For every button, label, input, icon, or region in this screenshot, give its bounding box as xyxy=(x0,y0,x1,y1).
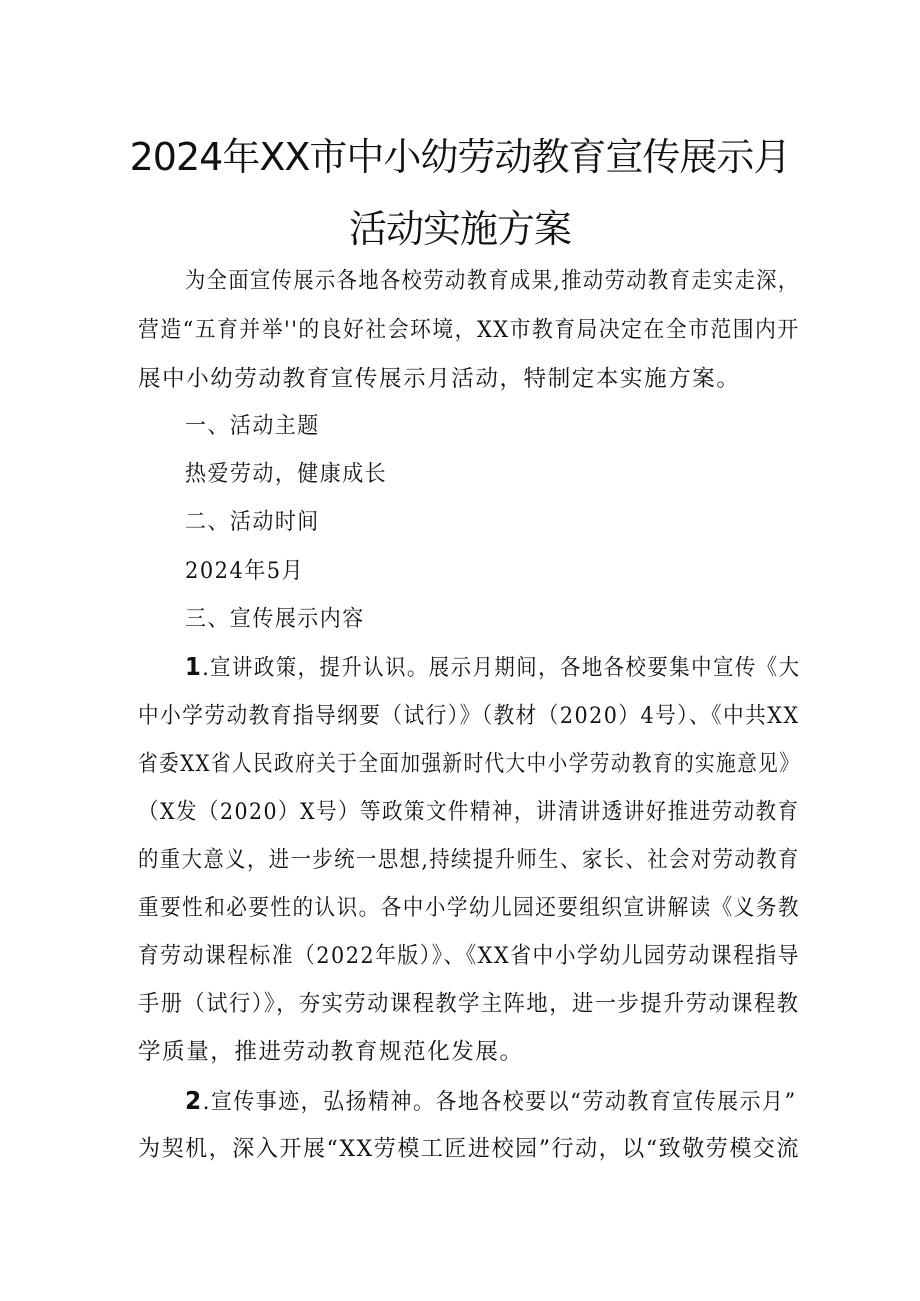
intro-paragraph-line: 展中小幼劳动教育宣传展示月活动，特制定本实施方案。 xyxy=(138,366,741,392)
item-1-first-line xyxy=(185,652,801,683)
item-1-line: 重要性和必要性的认识。各中小学幼儿园还要组织宣讲解读《义务教 xyxy=(138,895,800,921)
item-1-number: 1 xyxy=(185,652,203,681)
section-1-heading: 一、活动主题 xyxy=(185,413,320,439)
section-2-text: 2024年5月 xyxy=(185,558,305,584)
item-2-first-line-text: .宣传事迹，弘扬精神。各地各校要以“劳动教育宣传展示月” xyxy=(202,1089,797,1115)
document-title-line-2: 活动实施方案 xyxy=(348,207,571,251)
section-3-heading: 三、宣传展示内容 xyxy=(185,606,365,632)
section-2-heading: 二、活动时间 xyxy=(185,509,320,535)
item-1-line: 学质量，推进劳动教育规范化发展。 xyxy=(138,1039,524,1065)
document-title-line-1: 2024年XX市中小幼劳动教育宣传展示月 xyxy=(129,135,791,179)
item-2-number: 2 xyxy=(185,1086,203,1115)
intro-paragraph-line: 营造“五育并举''的良好社会环境，XX市教育局决定在全市范围内开 xyxy=(138,317,800,343)
item-1-line: （X发（2020）X号）等政策文件精神，讲清讲透讲好推进劳动教育 xyxy=(138,799,800,825)
item-2-first-line xyxy=(185,1086,800,1117)
item-1-line: 手册（试行）》，夯实劳动课程教学主阵地，进一步提升劳动课程教 xyxy=(138,991,800,1017)
item-1-first-line-text: .宣讲政策，提升认识。展示月期间，各地各校要集中宣传《大 xyxy=(202,655,801,681)
item-1-line: 省委XX省人民政府关于全面加强新时代大中小学劳动教育的实施意见》 xyxy=(138,751,801,777)
item-2-line: 为契机，深入开展“XX劳模工匠进校园”行动，以“致敬劳模交流 xyxy=(138,1136,801,1162)
item-1-line: 的重大意义，进一步统一思想,持续提升师生、家长、社会对劳动教育 xyxy=(138,847,800,873)
intro-paragraph-line: 为全面宣传展示各地各校劳动教育成果,推动劳动教育走实走深， xyxy=(185,268,800,294)
item-1-line: 中小学劳动教育指导纲要（试行）》（教材（2020）4号）、《中共XX xyxy=(138,703,800,729)
section-1-text: 热爱劳动，健康成长 xyxy=(185,461,388,487)
item-1-line: 育劳动课程标准（2022年版）》、《XX省中小学幼儿园劳动课程指导 xyxy=(138,943,800,969)
